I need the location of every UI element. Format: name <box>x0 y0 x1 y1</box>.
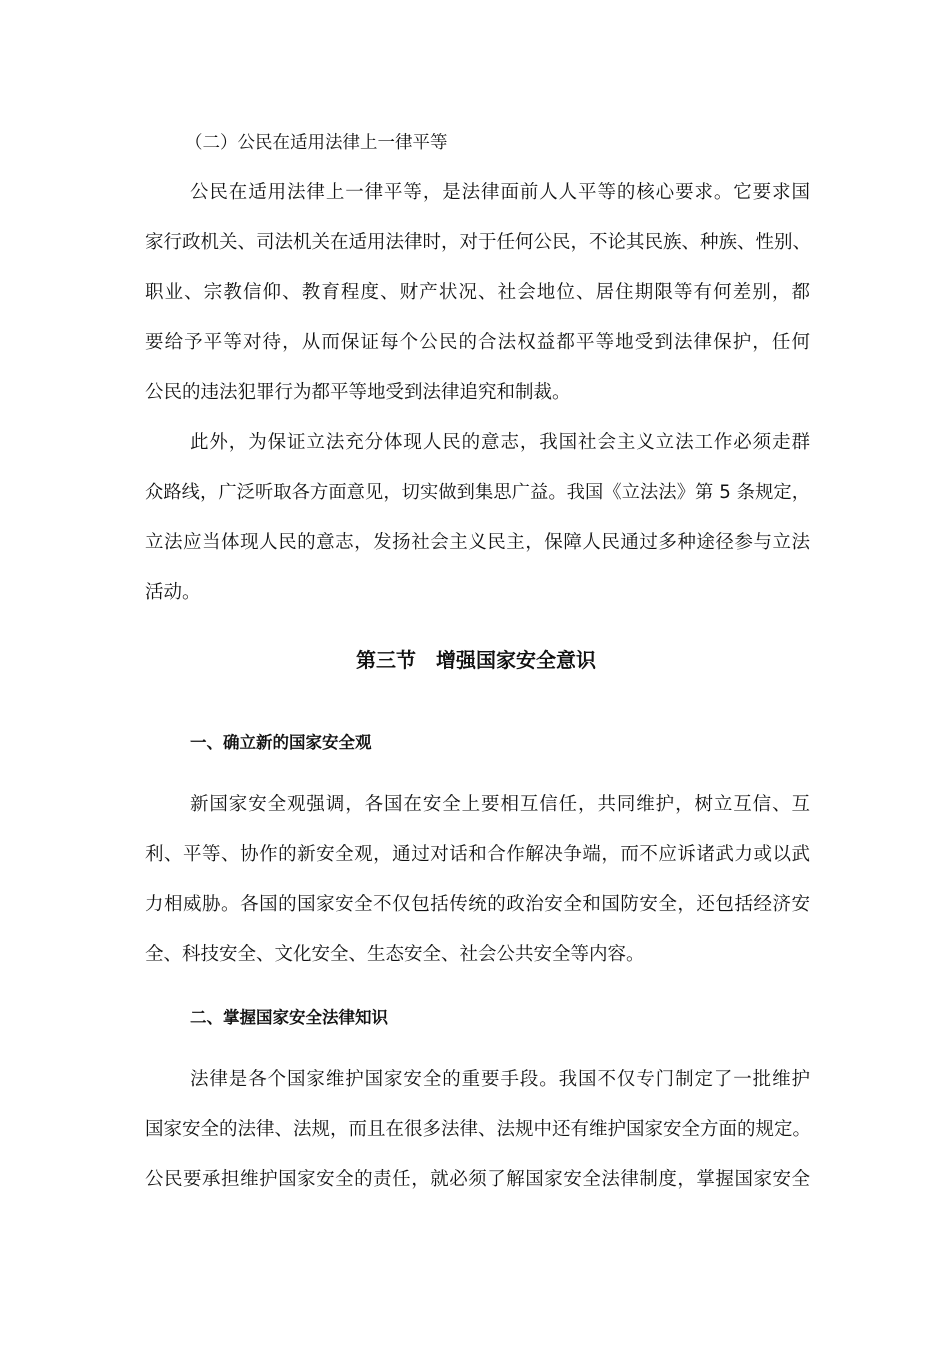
paragraph-line: 利、平等、协作的新安全观，通过对话和合作解决争端，而不应诉诸武力或以武 <box>145 844 810 865</box>
paragraph-line: 众路线，广泛听取各方面意见，切实做到集思广益。我国《立法法》第 5 条规定， <box>145 482 810 503</box>
paragraph-line: 职业、宗教信仰、教育程度、财产状况、社会地位、居住期限等有何差别，都 <box>145 282 810 303</box>
paragraph-line: 活动。 <box>145 582 201 603</box>
paragraph-line: 法律是各个国家维护国家安全的重要手段。我国不仅专门制定了一批维护 <box>190 1069 810 1090</box>
section-title: 第三节 增强国家安全意识 <box>356 648 596 672</box>
paragraph-line: 家行政机关、司法机关在适用法律时，对于任何公民，不论其民族、种族、性别、 <box>145 232 812 253</box>
sub-heading-equality-in-application: （二）公民在适用法律上一律平等 <box>185 133 448 153</box>
heading-security-law-knowledge: 二、掌握国家安全法律知识 <box>190 1008 388 1027</box>
paragraph-line: 新国家安全观强调，各国在安全上要相互信任，共同维护，树立互信、互 <box>190 794 810 815</box>
paragraph-line: 公民的违法犯罪行为都平等地受到法律追究和制裁。 <box>145 382 571 403</box>
paragraph-line: 公民要承担维护国家安全的责任，就必须了解国家安全法律制度，掌握国家安全 <box>145 1169 810 1190</box>
paragraph-line: 全、科技安全、文化安全、生态安全、社会公共安全等内容。 <box>145 944 645 965</box>
heading-new-security-concept: 一、确立新的国家安全观 <box>190 733 372 752</box>
paragraph-line: 国家安全的法律、法规，而且在很多法律、法规中还有维护国家安全方面的规定。 <box>145 1119 812 1140</box>
paragraph-line: 要给予平等对待，从而保证每个公民的合法权益都平等地受到法律保护，任何 <box>145 332 810 353</box>
paragraph-line: 力相威胁。各国的国家安全不仅包括传统的政治安全和国防安全，还包括经济安 <box>145 894 810 915</box>
paragraph-line: 此外，为保证立法充分体现人民的意志，我国社会主义立法工作必须走群 <box>190 432 810 453</box>
paragraph-line: 公民在适用法律上一律平等，是法律面前人人平等的核心要求。它要求国 <box>190 182 810 203</box>
paragraph-line: 立法应当体现人民的意志，发扬社会主义民主，保障人民通过多种途径参与立法 <box>145 532 810 553</box>
